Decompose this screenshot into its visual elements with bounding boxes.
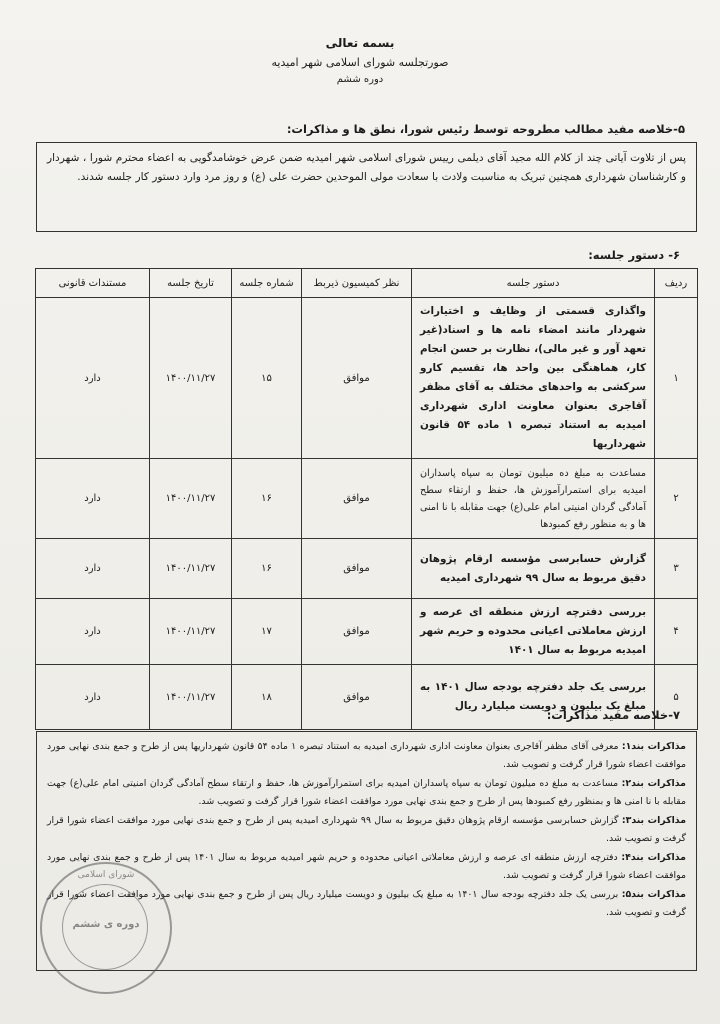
note-label: مذاکرات بند۳:	[621, 815, 687, 826]
note-label: مذاکرات بند۱:	[621, 741, 686, 752]
document-title: صورتجلسه شورای اسلامی شهر امیدیه	[271, 56, 449, 69]
note-label: مذاکرات بند۲:	[621, 778, 686, 789]
note-text: بررسی یک جلد دفترچه بودجه سال ۱۴۰۱ به مبلغ یک بیلیون و دویست میلیارد ریال پس از طرح و جمع بندی نهایی مورد موافقت اعضاء شورا قرار گرفت و تصویب شد.	[47, 889, 686, 918]
note-item	[47, 738, 686, 774]
council-term: دوره ششم	[336, 74, 384, 85]
section6-title: ۶- دستور جلسه:	[588, 248, 680, 262]
commission-opinion: موافق	[302, 459, 412, 539]
section5-summary-text: پس از تلاوت آیاتی چند از کلام الله مجید آقای دیلمی رییس شورای اسلامی شهر امیدیه ضمن عرض خوشامدگویی به اعضاء محترم شورا ، شهردار و کارشناسان شهرداری همچنین تبریک به مناسبت ولادت با سعادت مولی الموحدین حضرت علی (ع) و روز مرد وارد دستور کار جلسه شدند.	[47, 152, 686, 183]
col-header-topic: دستور جلسه	[412, 269, 655, 298]
col-header-session-date: تاریخ جلسه	[150, 269, 232, 298]
session-number: ۱۸	[232, 665, 302, 730]
session-date: ۱۴۰۰/۱۱/۲۷	[150, 298, 232, 459]
agenda-topic: مساعدت به مبلغ ده میلیون تومان به سپاه پاسداران امیدیه برای استمرارآموزش ها، حفظ و ارتقاء سطح آمادگی گردان امنیتی امام علی(ع) جهت مقابله با نا امنی ها و به منظور رفع کمبودها	[412, 459, 655, 539]
council-seal-stamp	[40, 862, 172, 994]
row-number: ۵	[655, 665, 698, 730]
section5-title: ۵-خلاصه مفید مطالب مطروحه توسط رئیس شورا، نطق ها و مذاکرات:	[286, 122, 685, 136]
table-row	[36, 459, 698, 539]
session-number: ۱۵	[232, 298, 302, 459]
section7-title: ۷-خلاصه مفید مذاکرات:	[546, 708, 680, 722]
legal-docs: دارد	[36, 599, 150, 665]
seal-ring-text: شورای اسلامی	[77, 870, 135, 880]
note-text: دفترچه ارزش منطقه ای عرصه و ارزش معاملاتی اعیانی محدوده و حریم شهر امیدیه مربوط به سال ۱۴۰۱ پس از طرح و جمع بندی نهایی مورد موافقت اعضاء شورا قرار گرفت و تصویب شد.	[47, 852, 686, 881]
section5-summary-box	[36, 142, 697, 232]
note-text: گزارش حسابرسی مؤسسه ارقام پژوهان دقیق مربوط به سال ۹۹ شهرداری امیدیه پس از طرح و جمع بندی نهایی مورد موافقت اعضاء شورا قرار گرفت و تصویب شد.	[47, 815, 686, 844]
agenda-topic: بررسی یک جلد دفترچه بودجه سال ۱۴۰۱ به مبلغ یک بیلیون و دویست میلیارد ریال	[412, 665, 655, 730]
agenda-topic: بررسی دفترچه ارزش منطقه ای عرصه و ارزش معاملاتی اعیانی محدوده و حریم شهر امیدیه مربوط به سال ۱۴۰۱	[412, 599, 655, 665]
session-date: ۱۴۰۰/۱۱/۲۷	[150, 665, 232, 730]
col-header-commission: نظر کمیسیون ذیربط	[302, 269, 412, 298]
note-item	[47, 812, 686, 848]
table-row	[36, 539, 698, 599]
basmala: بسمه تعالی	[325, 36, 395, 50]
document-header	[0, 36, 720, 85]
col-header-legal-docs: مستندات قانونی	[36, 269, 150, 298]
table-row	[36, 599, 698, 665]
commission-opinion: موافق	[302, 539, 412, 599]
agenda-topic: واگذاری قسمتی از وظایف و اختیارات شهردار مانند امضاء نامه ها و اسناد(غیر تعهد آور و غیر مالی)، نظارت بر حسن انجام کار، هماهنگی بین واحد ها، تقسیم کارو سرکشی به واحدهای مختلف به آقای مظفر آقاجری بعنوان معاونت اداری شهرداری امیدیه به استناد تبصره ۱ ماده ۵۴ قانون شهرداریها	[412, 298, 655, 459]
note-text: معرفی آقای مظفر آقاجری بعنوان معاونت اداری شهرداری امیدیه به استناد تبصره ۱ ماده ۵۴ قانون شهرداریها پس از طرح و جمع بندی نهایی مورد موافقت اعضاء شورا قرار گرفت و تصویب شد.	[47, 741, 686, 770]
legal-docs: دارد	[36, 298, 150, 459]
session-date: ۱۴۰۰/۱۱/۲۷	[150, 599, 232, 665]
agenda-header-row	[36, 269, 698, 298]
commission-opinion: موافق	[302, 665, 412, 730]
row-number: ۳	[655, 539, 698, 599]
row-number: ۲	[655, 459, 698, 539]
note-item	[47, 775, 686, 811]
session-number: ۱۶	[232, 459, 302, 539]
session-number: ۱۷	[232, 599, 302, 665]
row-number: ۱	[655, 298, 698, 459]
session-date: ۱۴۰۰/۱۱/۲۷	[150, 539, 232, 599]
note-label: مذاکرات بند۵:	[621, 889, 686, 900]
note-text: مساعدت به مبلغ ده میلیون تومان به سپاه پاسداران امیدیه برای استمرارآموزش ها، حفظ و ارتقاء سطح آمادگی گردان امنیتی امام علی(ع) جهت مقابله با نا امنی ها و بمنظور رفع کمبودها پس از طرح و جمع بندی نهایی مورد موافقت اعضاء شورا قرار گرفت و تصویب شد.	[47, 778, 686, 807]
commission-opinion: موافق	[302, 298, 412, 459]
legal-docs: دارد	[36, 459, 150, 539]
agenda-topic: گزارش حسابرسی مؤسسه ارقام پژوهان دقیق مربوط به سال ۹۹ شهرداری امیدیه	[412, 539, 655, 599]
session-number: ۱۶	[232, 539, 302, 599]
seal-center-text: دوره ی ششم	[72, 919, 140, 930]
agenda-table	[35, 268, 698, 730]
note-label: مذاکرات بند۴:	[621, 852, 686, 863]
col-header-session-no: شماره جلسه	[232, 269, 302, 298]
legal-docs: دارد	[36, 665, 150, 730]
legal-docs: دارد	[36, 539, 150, 599]
commission-opinion: موافق	[302, 599, 412, 665]
table-row	[36, 298, 698, 459]
col-header-row-no: ردیف	[655, 269, 698, 298]
row-number: ۴	[655, 599, 698, 665]
session-date: ۱۴۰۰/۱۱/۲۷	[150, 459, 232, 539]
